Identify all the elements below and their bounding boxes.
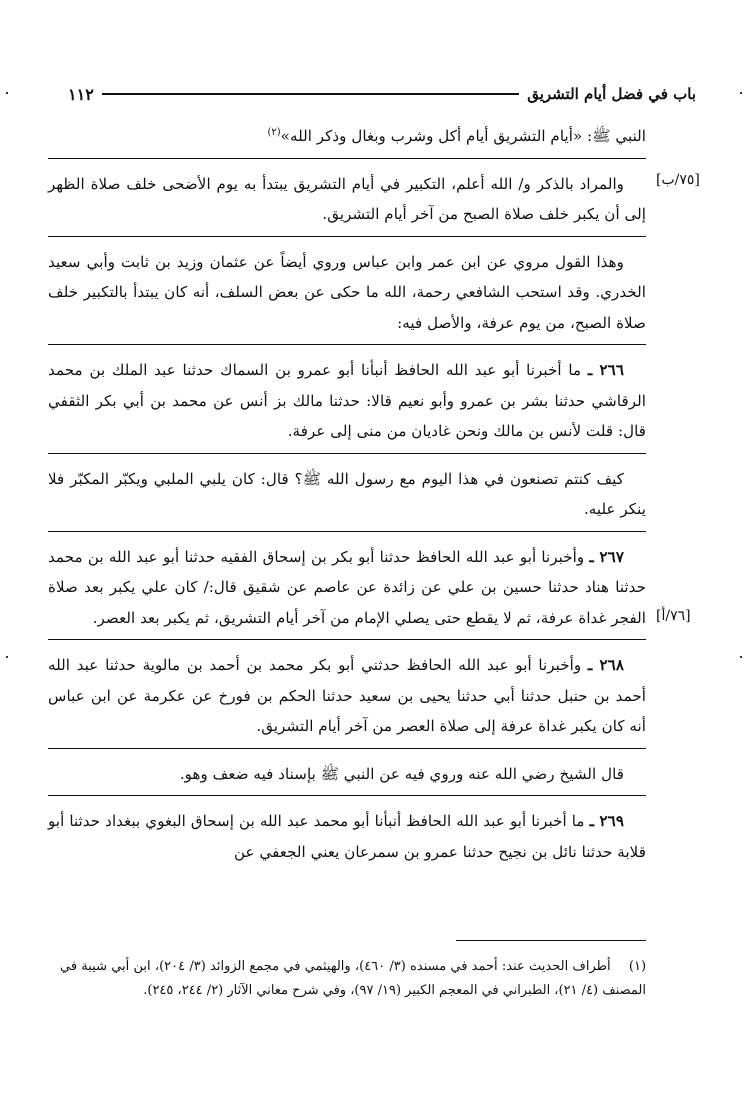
paragraph-2: وهذا القول مروي عن ابن عمر وابن عباس وروي أيضاً عن عثمان وزيد بن ثابت وأبي سعيد الخدري. وقد استحب الشافعي رحمة، الله ما حكى عن بعض السلف، أنه كان يبتدأ بالتكبير خلف صلاة الصبح، من يوم عرفة، والأصل فيه: bbox=[48, 247, 646, 346]
paragraph-4: كيف كنتم تصنعون في هذا اليوم مع رسول الله ﷺ؟ قال: كان يلبي الملبي ويكبّر المكبّر فلا ينكر عليه. bbox=[48, 464, 646, 532]
scan-mark bbox=[6, 92, 8, 94]
paragraph-7: قال الشيخ رضي الله عنه وروي فيه عن النبي ﷺ بإسناد فيه ضعف وهو. bbox=[48, 759, 646, 797]
main-text bbox=[48, 118, 646, 875]
paragraph-3-text: ما أخبرنا أبو عبد الله الحافظ أنبأنا أبو عمرو بن السماك حدثنا عبد الملك بن محمد الرقاشي حدثنا بشر بن عمرو وأبو نعيم قالا: حدثنا مالك بز أنس عن محمد بن أبي بكر الثقفي قال: قلت لأنس بن مالك ونحن غاديان من منى إلى عرفة. bbox=[48, 361, 646, 441]
scan-mark bbox=[740, 92, 742, 94]
paragraph-6 bbox=[48, 650, 646, 749]
paragraph-8-text: ما أخبرنا أبو عبد الله الحافظ أنبأنا أبو محمد عبد الله بن إسحاق البغوي ببغداد حدثنا أبو قلابة حدثنا نائل بن نجيح حدثنا عمرو بن سمرعان يعني الجعفي عن bbox=[48, 812, 646, 861]
footnote bbox=[60, 955, 646, 1003]
paragraph-5-text: وأخبرنا أبو عبد الله الحافظ حدثنا أبو بكر بن إسحاق الفقيه حدثنا أبو عبد الله بن محمد حدثنا هناد حدثنا حسين بن علي عن زائدة عن عاصم عن شقيق قال:/ كان علي يكبر بعد صلاة الفجر غداة عرفة، ثم لا يقطع حتى يصلي الإمام من آخر أيام التشريق، ثم يكبر بعد العصر. bbox=[48, 547, 646, 627]
margin-note-76a: [٧٦/أ] bbox=[656, 608, 691, 624]
paragraph-6-text: وأخبرنا أبو عبد الله الحافظ حدثني أبو بكر محمد بن أحمد بن مالوية حدثنا عبد الله أحمد بن حنبل حدثنا أبي حدثنا يحيى بن سعيد حدثنا الحكم بن فورخ عن عكرمة عن ابن عباس أنه كان يكبر غداة عرفة إلى صلاة العصر من آخر أيام التشريق. bbox=[48, 656, 646, 736]
chapter-title: باب في فضل أيام التشريق bbox=[527, 85, 696, 103]
page-header bbox=[60, 80, 696, 108]
scan-mark bbox=[740, 656, 742, 658]
paragraph-3 bbox=[48, 355, 646, 454]
hadith-number-267: ٢٦٧ ـ bbox=[589, 547, 624, 566]
paragraph-5 bbox=[48, 542, 646, 641]
paragraph-8 bbox=[48, 806, 646, 867]
paragraph-0-text: النبي ﷺ: «أيام التشريق أيام أكل وشرب وبغال وذكر الله» bbox=[280, 127, 646, 146]
header-rule bbox=[102, 93, 519, 95]
scan-mark bbox=[6, 656, 8, 658]
paragraph-1: والمراد بالذكر و/ الله أعلم، التكبير في أيام التشريق يبتدأ به يوم الأضحى خلف صلاة الظهر إلى أن يكبر خلف صلاة الصبح من آخر أيام التشريق. bbox=[48, 169, 646, 237]
hadith-number-269: ٢٦٩ ـ bbox=[589, 812, 624, 831]
hadith-number-268: ٢٦٨ ـ bbox=[587, 656, 624, 675]
footnote-text: أطراف الحديث عند: أحمد في مسنده (٣/ ٤٦٠)، والهيثمي في مجمع الزوائد (٣/ ٢٠٤)، ابن أبي شيبة في المصنف (٤/ ٢١)، الطبراني في المعجم الكبير (١٩/ ٩٧)، وفي شرح معاني الآثار (٢/ ٢٤٤، ٢٤٥). bbox=[60, 959, 646, 998]
footnote-number: (١) bbox=[628, 959, 647, 974]
paragraph-0 bbox=[48, 118, 646, 159]
footnote-rule bbox=[456, 940, 646, 941]
page-number: ١١٢ bbox=[68, 84, 94, 104]
footnote-ref: (٢) bbox=[267, 127, 281, 138]
margin-note-75b: [٧٥/ب] bbox=[656, 172, 700, 188]
hadith-number-266: ٢٦٦ ـ bbox=[587, 361, 624, 380]
